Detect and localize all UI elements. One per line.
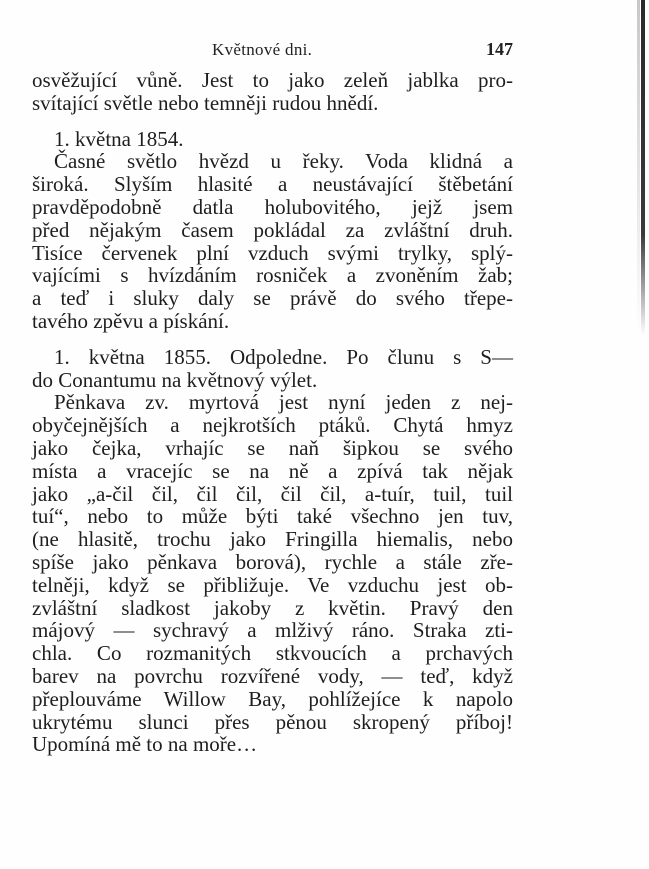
date-heading <box>32 128 513 151</box>
text-line: pravděpodobně datla holubovitého, jejž jsem <box>32 194 513 219</box>
page-header <box>32 40 513 62</box>
date-heading <box>32 346 513 392</box>
text-line: svítající světle nebo temněji rudou hnědí. <box>32 90 379 115</box>
text-line: ukrytému slunci přes pěnou skropený příboj! <box>32 709 513 734</box>
text-line: do Conantumu na květnový výlet. <box>32 367 318 392</box>
text-line: tavého zpěvu a pískání. <box>32 308 230 333</box>
paragraph <box>32 391 513 756</box>
text-line: místa a vracejíc se na ně a zpívá tak nějak <box>32 458 513 483</box>
text-line: 1. května 1854. <box>54 126 184 151</box>
page-number: 147 <box>486 39 513 59</box>
text-line: osvěžující vůně. Jest to jako zeleň jablka pro- <box>32 68 513 92</box>
text-line: jako čejka, vrhajíc se naň šipkou se svého <box>32 435 513 460</box>
page-edge <box>641 0 645 335</box>
paragraph <box>32 69 513 115</box>
text-line: jako „a-čil čil, čil čil, čil čil, a-tuír, tuil, tuil <box>32 481 513 506</box>
text-line: telněji, když se přibližuje. Ve vzduchu jest ob- <box>32 572 513 597</box>
text-line: tuí“, nebo to může býti také všechno jen tuv, <box>32 504 513 529</box>
text-line: před nějakým časem pokládal za zvláštní druh. <box>32 217 513 242</box>
text-line: přeplouváme Willow Bay, pohlížejíce k napolo <box>32 686 513 711</box>
running-title: Květnové dni. <box>212 40 313 59</box>
text-line: vajícími s hvízdáním rosniček a zvoněním žab; <box>32 263 513 288</box>
text-line: barev na povrchu rozvířené vody, — teď, když <box>32 663 513 688</box>
text-line: chla. Co rozmanitých stkvoucích a prchavých <box>32 641 513 666</box>
text-line: obyčejnějších a nejkrotších ptáků. Chytá hmyz <box>32 413 513 438</box>
page-edge-shadow <box>637 0 640 335</box>
text-line: Časné světlo hvězd u řeky. Voda klidná a <box>54 149 513 174</box>
text-line: Pěnkava zv. myrtová jest nyní jeden z nej- <box>54 390 513 415</box>
text-line: (ne hlasitě, trochu jako Fringilla hiemalis, nebo <box>32 527 513 552</box>
paragraph <box>32 150 513 332</box>
text-line: široká. Slyším hlasité a neustávající štěbetání <box>32 172 513 197</box>
text-line: Tisíce červenek plní vzduch svými trylky, splý- <box>32 240 513 265</box>
body-text <box>32 69 513 756</box>
text-line: 1. května 1855. Odpoledne. Po člunu s S— <box>54 344 513 369</box>
text-line: spíše jako pěnkava borová), rychle a stále zře- <box>32 549 513 574</box>
text-line: májový — sychravý a mlživý ráno. Straka zti- <box>32 618 513 643</box>
text-line: Upomíná mě to na moře… <box>32 732 258 757</box>
text-line: a teď i sluky daly se právě do svého třepe- <box>32 286 513 311</box>
text-line: zvláštní sladkost jakoby z květin. Pravý den <box>32 595 513 620</box>
